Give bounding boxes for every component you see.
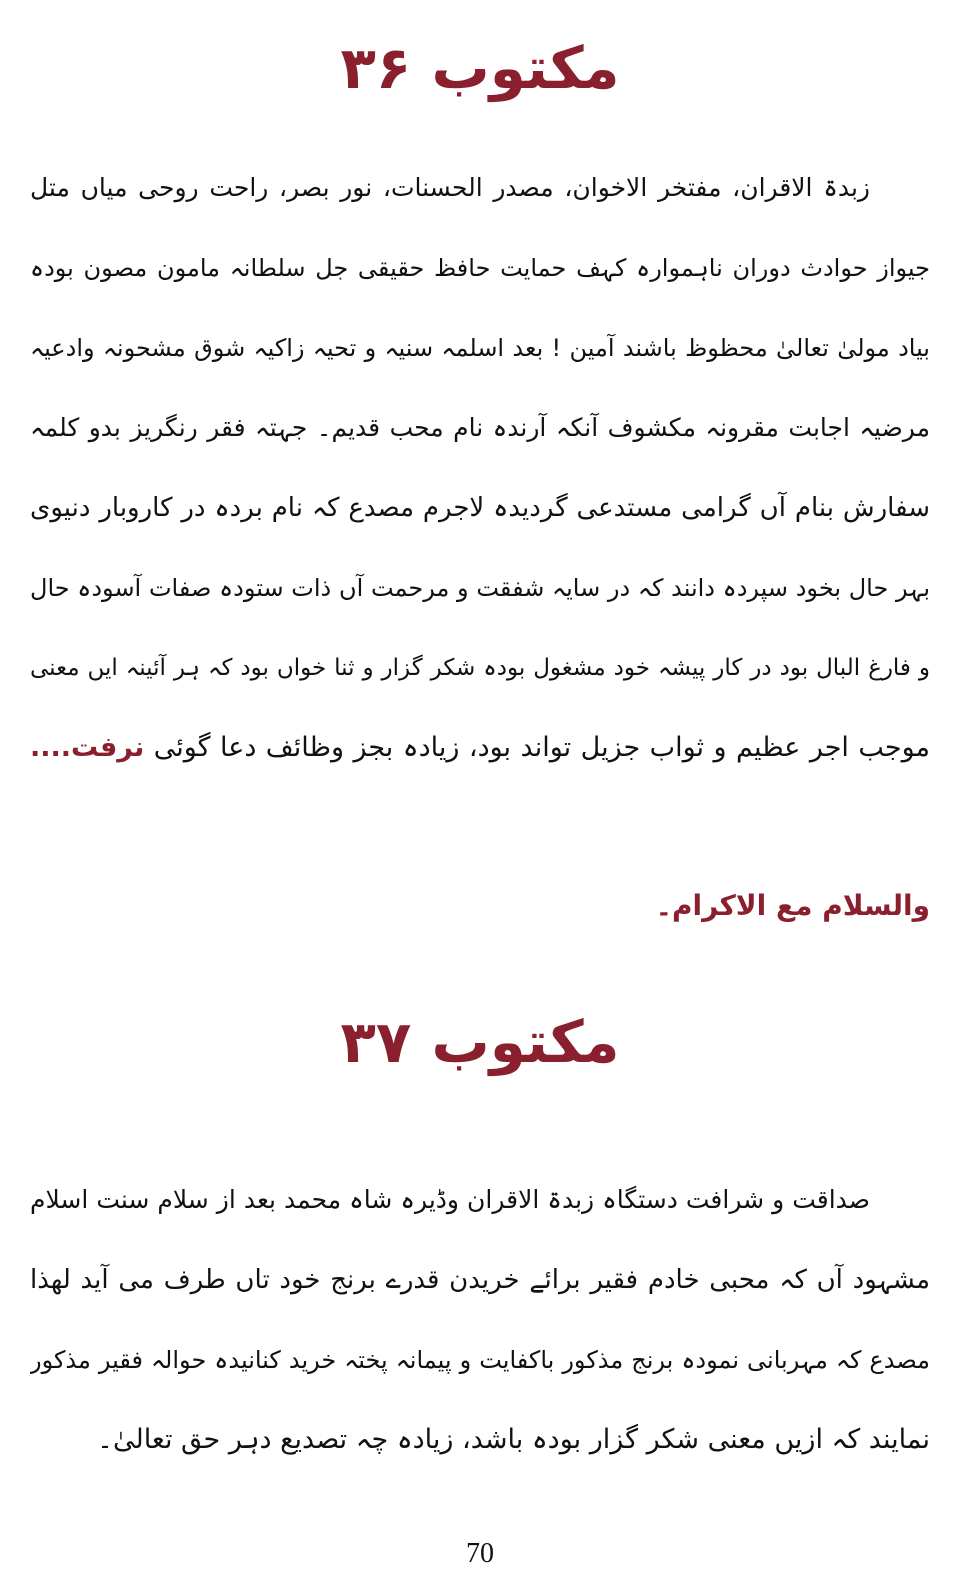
letter-36-title: مکتوب ۳۶: [340, 34, 620, 102]
letter-36-line: بہر حال بخود سپردہ دانند کہ در سایہ شفقت و مرحمت آں ذات ستودہ صفات آسودہ حال: [30, 574, 930, 602]
letter-37-title: مکتوب ۳۷: [340, 1008, 620, 1076]
letter-36-line: مرضیہ اجابت مقرونہ مکشوف آنکہ آرندہ نام محب قدیم۔ جہتہ فقر رنگریز بدو کلمہ: [30, 413, 930, 442]
letter-37-body: [30, 1160, 930, 1480]
letter-36-accent-word: نرفت....: [30, 732, 145, 763]
letter-36-closing: والسلام مع الاکرام۔: [655, 889, 930, 922]
letter-37-line: نمایند کہ ازیں معنی شکر گزار بودہ باشد، زیادہ چہ تصدیع دہر حق تعالیٰ۔: [97, 1424, 930, 1455]
letter-36-line: بیاد مولیٰ تعالیٰ محظوظ باشند آمین ! بعد اسلمہ سنیہ و تحیہ زاکیہ شوق مشحونہ وادعیہ: [30, 334, 930, 362]
letter-36-line: سفارش بنام آں گرامی مستدعی گردیدہ لاجرم مصدع کہ نام بردہ در کاروبار دنیوی: [30, 493, 930, 523]
letter-37-line: مصدع کہ مہربانی نمودہ برنج مذکور باکفایت و پیمانہ پختہ خرید کنانیدہ حوالہ فقیر مذکور: [30, 1346, 930, 1374]
letter-36-last-line-text: موجب اجر عظیم و ثواب جزیل تواند بود، زیادہ بجز وظائف دعا گوئی: [144, 732, 930, 763]
letter-37-line: صداقت و شرافت دستگاہ زبدۃ الاقران وڈیرہ شاہ محمد بعد از سلام سنت اسلام: [30, 1185, 870, 1214]
letter-36-line: زبدۃ الاقران، مفتخر الاخوان، مصدر الحسنات، نور بصر، راحت روحی میاں متل: [30, 173, 870, 202]
letter-36-line: جیواز حوادث دوران ناہموارہ کہف حمایت حافظ حقیقی جل سلطانہ مامون مصون بودہ: [30, 254, 930, 282]
letter-37-line: مشہود آں کہ محبی خادم فقیر برائے خریدن قدرے برنج خود تاں طرف می آید لھذا: [30, 1265, 930, 1295]
letter-36-body: [30, 148, 930, 788]
letter-36-line: و فارغ البال بود در کار پیشہ خود مشغول بودہ شکر گزار و ثنا خواں بود کہ ہر آئینہ ایں معنی: [30, 655, 930, 681]
letter-36-last-line: [30, 708, 930, 788]
page-number: 70: [466, 1538, 494, 1569]
